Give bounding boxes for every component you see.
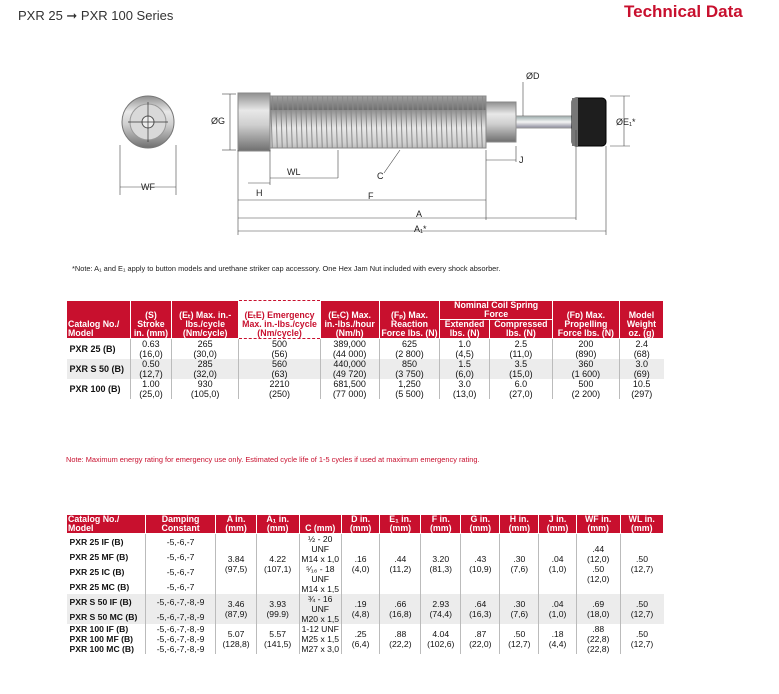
cell-wf-line: .88: [592, 624, 605, 634]
table-row: [67, 339, 664, 360]
cell-wt: [619, 359, 663, 379]
col-c: C (mm): [299, 515, 341, 534]
cell-f: [421, 534, 461, 595]
col-wf: WF in. (mm): [576, 515, 620, 534]
cell-a1: [256, 534, 299, 595]
cell-d: [341, 594, 380, 624]
dimensions-table: [66, 514, 664, 654]
col-compressed: Compressed lbs. (N): [489, 320, 552, 339]
cell-fd-line: 500: [578, 379, 594, 389]
cell-stroke-line: (12,7): [139, 369, 163, 379]
cell-stroke-line: (25,0): [139, 389, 163, 399]
cell-ext: [440, 359, 489, 379]
cell-et-line: 285: [197, 359, 213, 369]
cell-wt-line: (297): [631, 389, 653, 399]
table-row: [67, 359, 664, 379]
cell-d-line: (4,8): [351, 609, 370, 619]
cell-stroke-line: 0.63: [142, 339, 160, 349]
cell-ete-line: (56): [271, 349, 288, 359]
cell-fd-line: (890): [575, 349, 597, 359]
cell-stroke: [130, 379, 171, 399]
cell-fp-line: (3 750): [395, 369, 424, 379]
cell-a-line: 5.07: [227, 629, 245, 639]
cell-a1: [256, 594, 299, 624]
cell-wl-line: .50: [636, 599, 648, 609]
cell-f-line: (81,3): [429, 564, 452, 574]
cell-j-line: .18: [551, 629, 564, 639]
model-name: PXR 100 IF (B): [69, 624, 129, 634]
cell-damping: -5,-6,-7: [145, 564, 216, 579]
cell-fp-line: 625: [401, 339, 417, 349]
cell-h: [500, 534, 539, 595]
cell-f-line: 4.04: [432, 629, 450, 639]
cell-g-line: (10,9): [469, 564, 492, 574]
cell-c-line: ½ - 20 UNF: [308, 534, 333, 554]
accessory-note: *Note: A₁ and E₁ apply to button models and urethane striker cap accessory. One Hex Jam Nut included with every shock absorber.: [72, 264, 501, 273]
cell-g-line: (16,3): [469, 609, 492, 619]
performance-table: [66, 300, 664, 399]
cell-ete-line: 560: [272, 359, 288, 369]
cell-fd-line: (1 600): [571, 369, 601, 379]
cell-e1-line: .44: [394, 554, 407, 564]
cell-comp-line: (15,0): [509, 369, 533, 379]
cell-etc-line: (44 000): [332, 349, 367, 359]
col-g: G in. (mm): [461, 515, 500, 534]
model-name: PXR S 50 MC (B): [67, 609, 146, 624]
cell-damping: -5,-6,-7,-8,-9: [145, 609, 216, 624]
cell-fd-line: 200: [578, 339, 594, 349]
cell-e1: [380, 594, 421, 624]
cell-etc: [320, 379, 379, 399]
cell-fp-line: (2 800): [395, 349, 424, 359]
cell-fp-line: 850: [401, 359, 417, 369]
cell-ete: [239, 339, 320, 360]
cell-j-line: (1,0): [548, 564, 567, 574]
dim-c-label: C: [377, 171, 384, 181]
cell-j-line: (4,4): [548, 639, 567, 649]
cell-ext: [440, 339, 489, 360]
cell-g: [461, 594, 500, 624]
cell-g: [461, 534, 500, 595]
cell-et-line: (105,0): [190, 389, 220, 399]
cell-wt-line: 2.4: [635, 339, 648, 349]
model-name: PXR 25 IF (B): [69, 536, 124, 547]
cell-h: [500, 594, 539, 624]
page-heading: Technical Data: [624, 2, 743, 21]
cell-fp: [379, 379, 440, 399]
cell-e1-line: (22,2): [389, 639, 412, 649]
cell-h-line: .30: [513, 599, 526, 609]
col-f: F in. (mm): [421, 515, 461, 534]
dim-od-label: ØD: [526, 71, 540, 81]
cell-e1-line: .66: [394, 599, 407, 609]
cell-a-line: (128,8): [222, 639, 250, 649]
cell-wl-line: (12,7): [630, 609, 654, 619]
cell-wf-line: (12,0): [586, 574, 610, 584]
cell-wl-line: .50: [636, 554, 648, 564]
cell-ext-line: (6,0): [455, 369, 474, 379]
col-h: H in. (mm): [500, 515, 539, 534]
cell-c: [299, 534, 341, 595]
cell-etc-line: 440,000: [333, 359, 366, 369]
cell-fp-line: 1,250: [398, 379, 421, 389]
cell-comp-line: 6.0: [514, 379, 528, 389]
cell-ext-line: (13,0): [452, 389, 477, 399]
cell-wt: [619, 379, 663, 399]
model-name: PXR 25 IC (B): [69, 566, 125, 577]
cell-wf-line: (22,8): [586, 644, 610, 654]
cell-wf-line: (12,0): [586, 554, 610, 564]
cell-g-line: .43: [474, 554, 487, 564]
cell-c-line: M25 x 1,5: [301, 634, 340, 644]
cell-a1-line: 5.57: [269, 629, 287, 639]
cell-g-line: .64: [474, 599, 487, 609]
col-a1: A₁ in. (mm): [256, 515, 299, 534]
cell-ete-line: 2210: [269, 379, 290, 389]
cell-h-line: (12,7): [508, 639, 531, 649]
cell-a-line: (87,9): [224, 609, 248, 619]
cell-ext: [440, 379, 489, 399]
cell-c-line: M14 x 1,0: [301, 554, 340, 564]
cell-j: [539, 534, 577, 595]
cell-j-line: .04: [551, 599, 564, 609]
cell-wf-line: .69: [592, 599, 605, 609]
col-a: A in. (mm): [216, 515, 256, 534]
col-d: D in. (mm): [341, 515, 380, 534]
cell-fd: [552, 359, 619, 379]
cell-wt-line: (68): [633, 349, 650, 359]
cell-damping: -5,-6,-7: [145, 534, 216, 550]
cell-et-line: (30,0): [193, 349, 217, 359]
cell-fd: [552, 339, 619, 360]
cell-wl-line: (12,7): [630, 639, 654, 649]
cell-ete: [239, 359, 320, 379]
cell-a: [216, 594, 256, 624]
cell-j: [539, 624, 577, 654]
cell-a1-line: (99.9): [266, 609, 289, 619]
col-fd: (Fᴅ) Max. Propelling Force lbs. (N): [552, 301, 619, 339]
cell-d-line: (6,4): [351, 639, 370, 649]
table-row: [67, 379, 664, 399]
cell-stroke: [130, 339, 171, 360]
cell-h-line: (7,6): [510, 609, 529, 619]
cell-stroke-line: 1.00: [142, 379, 160, 389]
cell-damping: -5,-6,-7: [145, 579, 216, 594]
cell-ete-line: 500: [272, 339, 288, 349]
cell-e1-line: .88: [394, 629, 407, 639]
cell-h: [500, 624, 539, 654]
dim-h-label: H: [256, 188, 263, 198]
cell-fd-line: (2 200): [571, 389, 601, 399]
dim-a-label: A: [416, 209, 423, 219]
dim-a1-label: A₁*: [414, 224, 427, 234]
table-row: [67, 534, 664, 550]
cell-ext-line: 1.5: [458, 359, 471, 369]
col-stroke: (S) Stroke in. (mm): [130, 301, 171, 339]
cell-d: [341, 534, 380, 595]
cell-etc-line: (49 720): [332, 369, 367, 379]
cell-c: [299, 624, 341, 654]
cell-d-line: .16: [354, 554, 367, 564]
cell-wt-line: (69): [633, 369, 650, 379]
model-name: PXR 25 MF (B): [69, 551, 129, 562]
cell-ete: [239, 379, 320, 399]
cell-wf-line: (18,0): [586, 609, 610, 619]
cell-g-line: .87: [474, 629, 487, 639]
cell-wl: [620, 624, 663, 654]
dim-wf-label: WF: [141, 182, 155, 192]
dim-wl-label: WL: [287, 167, 301, 177]
col-damping: Damping Constant: [145, 515, 216, 534]
cell-etc: [320, 339, 379, 360]
cell-c-line: M27 x 3,0: [301, 644, 340, 654]
cell-a: [216, 624, 256, 654]
cell-etc-line: 681,500: [333, 379, 366, 389]
cell-wl: [620, 594, 663, 624]
model-name: PXR S 50 IF (B): [67, 594, 146, 609]
cell-comp-line: 3.5: [514, 359, 528, 369]
cell-f-line: 3.20: [432, 554, 450, 564]
cell-etc-line: 389,000: [333, 339, 366, 349]
cell-a1-line: 4.22: [269, 554, 287, 564]
model-name: PXR 25 MC (B): [69, 581, 130, 592]
dim-og-label: ØG: [211, 116, 226, 126]
cell-e1: [380, 624, 421, 654]
cell-wf: [576, 624, 620, 654]
cell-d-line: .25: [354, 629, 367, 639]
cell-et-line: 265: [197, 339, 213, 349]
dim-j-label: J: [519, 155, 524, 165]
col-fp: (Fₚ) Max. Reaction Force lbs. (N): [379, 301, 440, 339]
cell-h-line: .50: [513, 629, 526, 639]
cell-et: [172, 379, 239, 399]
cell-c-line: M14 x 1,5: [301, 584, 340, 594]
emergency-note: Note: Maximum energy rating for emergency use only. Estimated cycle life of 1-5 cycles if used at maximum emergency rating.: [66, 455, 480, 464]
cell-c-line: ⁵⁄₁₆ - 18 UNF: [305, 564, 335, 584]
model-name: PXR 100 MF (B): [69, 634, 134, 644]
col-group-spring: Nominal Coil Spring Force: [440, 301, 553, 320]
col-weight: Model Weight oz. (g): [619, 301, 663, 339]
cell-f: [421, 594, 461, 624]
cell-a: [216, 534, 256, 595]
col-model: Catalog No./ Model: [67, 515, 146, 534]
cell-et-line: 930: [197, 379, 213, 389]
col-et: (Eₜ) Max. in.-lbs./cycle (Nm/cycle): [172, 301, 239, 339]
cell-h-line: (7,6): [510, 564, 529, 574]
cell-f-line: 2.93: [432, 599, 450, 609]
cell-h-line: .30: [513, 554, 526, 564]
cell-etc-line: (77 000): [332, 389, 367, 399]
cell-fp: [379, 339, 440, 360]
cell-fp: [379, 359, 440, 379]
shock-absorber-diagram: [0, 50, 779, 250]
cell-e1: [380, 534, 421, 595]
cell-wt-line: 3.0: [635, 359, 648, 369]
cell-et-line: (32,0): [193, 369, 217, 379]
cell-c-line: 1-12 UNF: [301, 624, 339, 634]
cell-d-line: .19: [354, 599, 367, 609]
cell-ext-line: 1.0: [458, 339, 471, 349]
col-extended: Extended lbs. (N): [440, 320, 489, 339]
cell-fd: [552, 379, 619, 399]
cell-et: [172, 359, 239, 379]
cell-et: [172, 339, 239, 360]
cell-comp-line: 2.5: [514, 339, 528, 349]
cell-damping: -5,-6,-7,-8,-9: [145, 644, 216, 654]
col-e1: E₁ in. (mm): [380, 515, 421, 534]
cell-f-line: (102,6): [427, 639, 455, 649]
cell-ext-line: 3.0: [458, 379, 471, 389]
cell-comp: [489, 339, 552, 360]
cell-wf: [576, 534, 620, 595]
model-name: PXR 25 (B): [69, 344, 116, 354]
cell-damping: -5,-6,-7,-8,-9: [145, 624, 216, 634]
cell-e1-line: (16,8): [389, 609, 412, 619]
cell-fd-line: 360: [578, 359, 594, 369]
cell-j-line: .04: [551, 554, 564, 564]
cell-d: [341, 624, 380, 654]
dim-f-label: F: [368, 191, 374, 201]
col-etc: (EₜC) Max. in.-lbs./hour (Nm/h): [320, 301, 379, 339]
series-title: PXR 25 ➞ PXR 100 Series: [18, 8, 174, 23]
cell-a-line: 3.84: [227, 554, 245, 564]
cell-ete-line: (250): [269, 389, 291, 399]
cell-a1-line: (141,5): [264, 639, 292, 649]
cell-a-line: 3.46: [227, 599, 245, 609]
cell-etc: [320, 359, 379, 379]
cell-c-line: M20 x 1,5: [301, 614, 340, 624]
table-row: [67, 594, 664, 609]
model-name: PXR 100 (B): [69, 384, 121, 394]
cell-wt-line: 10.5: [632, 379, 651, 389]
cell-comp: [489, 379, 552, 399]
cell-wt: [619, 339, 663, 360]
model-name: PXR S 50 (B): [67, 359, 131, 379]
cell-ext-line: (4,5): [455, 349, 474, 359]
model-name: PXR 100 MC (B): [69, 644, 134, 654]
cell-a1-line: 3.93: [269, 599, 287, 609]
cell-comp-line: (27,0): [509, 389, 533, 399]
cell-f: [421, 624, 461, 654]
cell-damping: -5,-6,-7: [145, 549, 216, 564]
cell-a-line: (97,5): [224, 564, 248, 574]
col-wl: WL in. (mm): [620, 515, 663, 534]
cell-e1-line: (11,2): [389, 564, 412, 574]
cell-c: [299, 594, 341, 624]
cell-wl-line: .50: [636, 629, 648, 639]
cell-a1: [256, 624, 299, 654]
cell-wf-line: .50: [592, 564, 605, 574]
dim-oe-label: ØE₁*: [616, 117, 636, 127]
cell-g: [461, 624, 500, 654]
cell-wf: [576, 594, 620, 624]
cell-wf-line: (22,8): [586, 634, 610, 644]
cell-wl: [620, 534, 663, 595]
cell-g-line: (22,0): [469, 639, 492, 649]
cell-stroke-line: 0.50: [142, 359, 160, 369]
col-ete: (EₜE) Emergency Max. in.-lbs./cycle (Nm/cycle): [239, 301, 320, 339]
col-j: J in. (mm): [539, 515, 577, 534]
cell-f-line: (74,4): [429, 609, 452, 619]
shock-body-icon: [238, 93, 606, 151]
cell-damping: -5,-6,-7,-8,-9: [145, 634, 216, 644]
table-row: [67, 624, 664, 634]
cell-a1-line: (107,1): [264, 564, 292, 574]
end-view-icon: [122, 96, 174, 148]
cell-stroke: [130, 359, 171, 379]
cell-fp-line: (5 500): [395, 389, 424, 399]
cell-comp: [489, 359, 552, 379]
cell-damping: -5,-6,-7,-8,-9: [145, 594, 216, 609]
cell-wf-line: .44: [592, 544, 605, 554]
cell-d-line: (4,0): [351, 564, 370, 574]
cell-j-line: (1,0): [548, 609, 567, 619]
cell-wl-line: (12,7): [630, 564, 654, 574]
col-model: Catalog No./ Model: [67, 301, 131, 339]
cell-j: [539, 594, 577, 624]
cell-comp-line: (11,0): [509, 349, 533, 359]
cell-ete-line: (63): [271, 369, 288, 379]
cell-c-line: ¾ - 16 UNF: [308, 594, 333, 614]
cell-stroke-line: (16,0): [139, 349, 163, 359]
